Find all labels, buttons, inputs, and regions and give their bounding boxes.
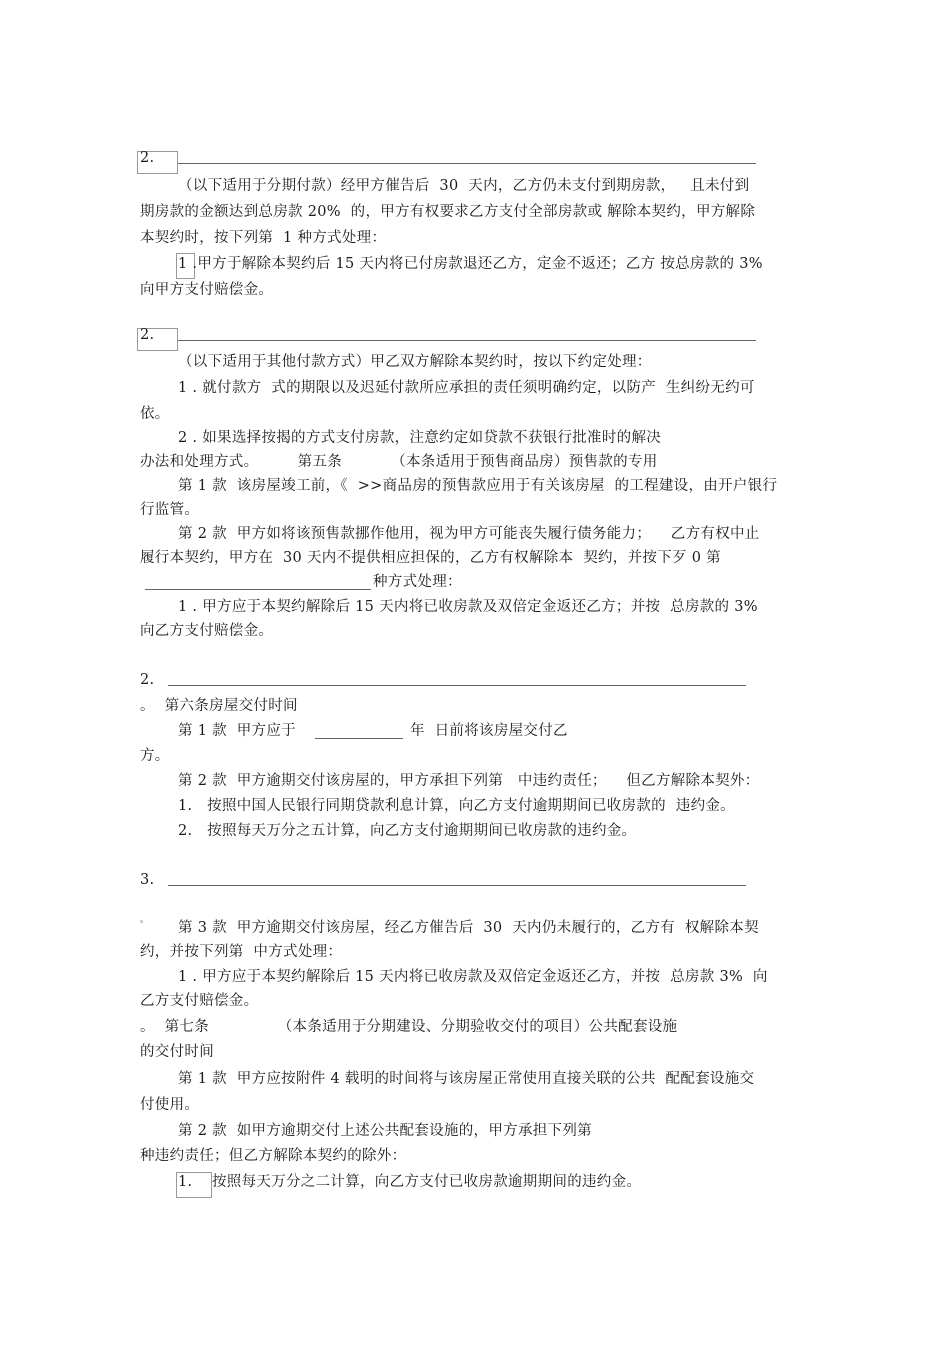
blank-line [168,685,746,686]
paragraph-line: （以下适用于分期付款）经甲方催告后 30 天内，乙方仍未支付到期房款， 且未付到 [178,178,750,194]
paragraph-line: 第 2 款 甲方如将该预售款挪作他用，视为甲方可能丧失履行债务能力； 乙方有权中止 [178,526,760,542]
paragraph-line: 乙方支付赔偿金。 [140,993,259,1009]
paragraph-line: 1 . 甲方应于本契约解除后 15 天内将已收房款及双倍定金返还乙方，并按 总房款 3% 向 [178,969,768,985]
paragraph-line: 年 日前将该房屋交付乙 [410,723,568,739]
paragraph-line: 第 1 款 甲方应于 [178,723,296,739]
paragraph-line: 2 . 如果选择按揭的方式支付房款，注意约定如贷款不获银行批准时的解决 [178,430,662,446]
paragraph-line: 本契约时，按下列第 1 种方式处理： [140,230,387,246]
paragraph-line: 第 1 款 甲方应按附件 4 载明的时间将与该房屋正常使用直接关联的公共 配配套设施交 [178,1071,755,1087]
paragraph-line: 2. 按照每天万分之五计算，向乙方支付逾期期间已收房款的违约金。 [178,823,637,839]
paragraph-line: 期房款的金额达到总房款 20% 的，甲方有权要求乙方支付全部房款或 解除本契约，甲方解除 [140,204,756,220]
paragraph-line: 第 2 款 如甲方逾期交付上述公共配套设施的，甲方承担下列第 [178,1123,592,1139]
blank-line [178,163,756,164]
paragraph-line: 行监管。 [140,502,200,518]
paragraph-line: 第 2 款 甲方逾期交付该房屋的，甲方承担下列第 中违约责任； 但乙方解除本契外： [178,773,760,789]
paragraph-line: 第 3 款 甲方逾期交付该房屋，经乙方催告后 30 天内仍未履行的，乙方有 权解除本契 [178,920,759,936]
item-number: 3. [140,872,155,888]
blank-line [168,885,746,886]
paragraph-line: 履行本契约，甲方在 30 天内不提供相应担保的，乙方有权解除本 契约，并按下歹 0 第 [140,550,721,566]
paragraph-line: 1 . 就付款方 式的期限以及迟延付款所应承担的责任须明确约定，以防产 生纠纷无约可 [178,380,755,396]
item-number: 2. [140,150,155,166]
paragraph-line: 向乙方支付赔偿金。 [140,623,274,639]
paragraph-line: （以下适用于其他付款方式）甲乙双方解除本契约时，按以下约定处理： [178,354,652,370]
paragraph-line: 方。 [140,748,170,764]
paragraph-line: 种方式处理： [373,574,462,590]
paragraph-line: 第 1 款 该房屋竣工前，《 >>商品房的预售款应用于有关该房屋 的工程建设，由开户银行 [178,478,778,494]
paragraph-line: 1 . 甲方应于本契约解除后 15 天内将已收房款及双倍定金返还乙方；并按 总房款的 3% [178,599,758,615]
paragraph-line: 种违约责任；但乙方解除本契约的除外： [140,1148,407,1164]
paragraph-line: 1 .甲方于解除本契约后 15 天内将已付房款退还乙方，定金不返还；乙方 按总房款的 3% [178,256,763,272]
item-number: 1. [178,1174,193,1190]
blank-line [315,738,403,739]
article-5-heading: 办法和处理方式。 第五条 （本条适用于预售商品房）预售款的专用 [140,454,658,470]
item-number: 2. [140,672,155,688]
paragraph-line: 按照每天万分之二计算，向乙方支付已收房款逾期期间的违约金。 [212,1174,642,1190]
blank-line [145,589,371,590]
paragraph-line: 约，并按下列第 中方式处理： [140,944,343,960]
paragraph-mark: 。 [140,915,150,925]
paragraph-line: 1. 按照中国人民银行同期贷款利息计算，向乙方支付逾期期间已收房款的 违约金。 [178,798,735,814]
item-number: 2. [140,327,155,343]
paragraph-line: 的交付时间 [140,1044,214,1060]
paragraph-line: 付使用。 [140,1097,200,1113]
blank-line [178,340,756,341]
article-7-heading: 。 第七条 （本条适用于分期建设、分期验收交付的项目）公共配套设施 [140,1019,678,1035]
paragraph-line: 依。 [140,406,170,422]
article-6-heading: 。 第六条房屋交付时间 [140,698,298,714]
paragraph-line: 向甲方支付赔偿金。 [140,282,274,298]
